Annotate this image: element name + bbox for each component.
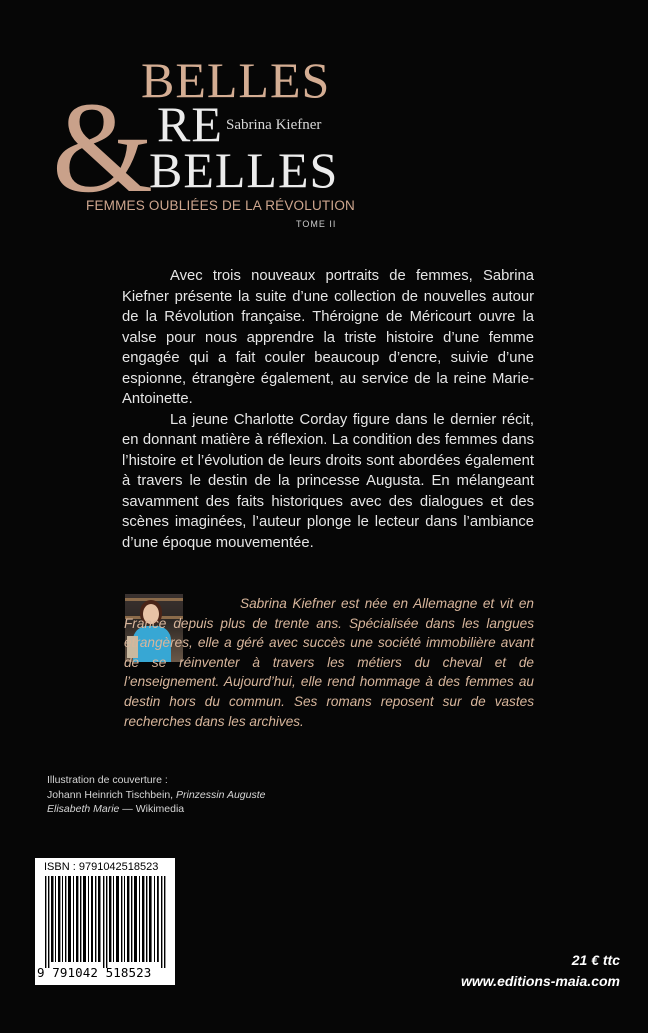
credits-line-1: [47, 788, 266, 803]
synopsis: [122, 266, 534, 553]
illustration-credits: [47, 773, 266, 817]
title-line-belles-2: BELLES: [149, 142, 339, 198]
author-bio: Sabrina Kiefner est née en Allemagne et vit en France depuis plus de trente ans. Spécialisée dans les langues étrangères, elle a géré avec succès une société immobilière avant de se réinventer à travers les métiers du cheval et de l’enseignement. Aujourd’hui, elle rend hommage à des femmes au destin hors du commun. Ses romans reposent sur de vastes recherches dans les archives.: [124, 596, 534, 729]
isbn-digits: 9 791042 518523: [37, 965, 152, 980]
synopsis-paragraph: La jeune Charlotte Corday figure dans le dernier récit, en donnant matière à réflexion. La condition des femmes dans l’histoire et l’évolution de leurs droits sont abordées également à travers le destin de la princesse Augusta. En mélangeant savamment des faits historiques avec des dialogues et des scènes imaginées, l’auteur plonge le lecteur dans l’ambiance d’une époque mouvementée.: [122, 411, 534, 551]
title-line-belles: BELLES: [141, 52, 331, 108]
credits-heading: Illustration de couverture :: [47, 774, 168, 786]
credits-line-2: [47, 802, 266, 817]
synopsis-paragraph: Avec trois nouveaux portraits de femmes, Sabrina Kiefner présente la suite d’une collection de nouvelles autour de la Révolution française. Théroigne de Méricourt ouvre la valse pour nous apprendre la triste histoire d’une femme engagée qui a fait couler beaucoup d’encre, suivie d’une espionne, étrangère également, au service de la reine Marie-Antoinette.: [122, 268, 534, 407]
isbn-label: ISBN : 9791042518523: [44, 861, 159, 873]
cover-title-block: [0, 0, 648, 240]
credits-work-part2: Elisabeth Marie: [47, 803, 120, 815]
price: 21 € ttc: [571, 952, 620, 968]
barcode-icon: [43, 876, 167, 968]
credits-source: — Wikimedia: [119, 803, 185, 815]
credits-work-part1: Prinzessin Auguste: [176, 788, 266, 801]
subtitle: FEMMES OUBLIÉES DE LA RÉVOLUTION: [86, 198, 355, 213]
publisher-website[interactable]: www.editions-maia.com: [461, 973, 620, 989]
author-name: Sabrina Kiefner: [226, 117, 322, 133]
credits-painter: Johann Heinrich Tischbein,: [47, 788, 176, 801]
title-ampersand: &: [52, 76, 154, 220]
title-line-re: RE: [157, 96, 223, 152]
tome-label: TOME II: [296, 219, 337, 229]
isbn-barcode-box: [35, 858, 175, 985]
